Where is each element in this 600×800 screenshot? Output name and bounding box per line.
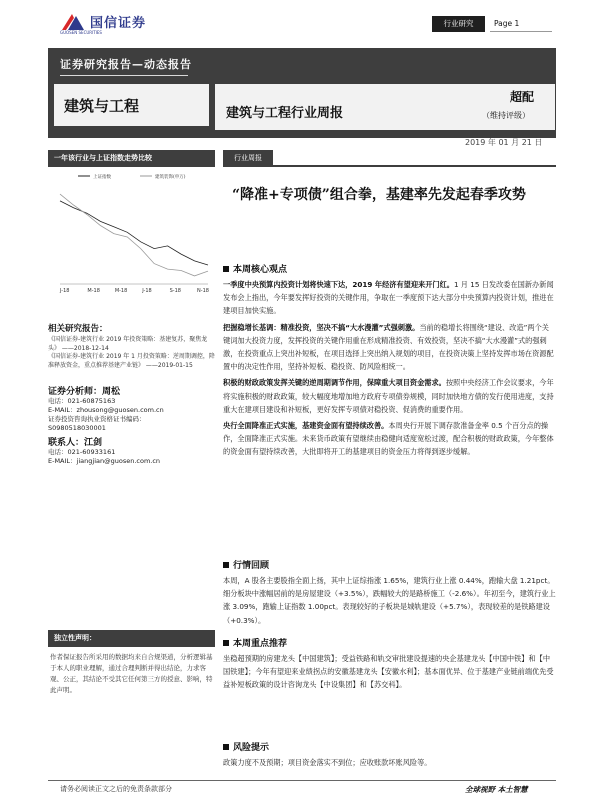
footer-slogan: 全球视野 本土智慧 xyxy=(465,785,528,794)
square-bullet-icon xyxy=(223,744,229,750)
paragraph-body: 按照中央经济工作会议要求，今年将实施积极的财政政策，较大幅度地增加地方政府专项债券规模，同时加快地方债的发行使用进度，支持重大在建项目建设和补短板，更好发挥专项债对稳投资、促消费的重要作用。 xyxy=(223,378,554,414)
analyst-1-line: E-MAIL：zhousong@guosen.com.cn xyxy=(48,406,164,414)
disclaimer-heading: 独立性声明： xyxy=(48,630,215,647)
section-title: 风险提示 xyxy=(233,743,270,753)
section-recommendations xyxy=(223,636,556,695)
banner-divider xyxy=(60,75,188,76)
analyst-2-line: 电话：021-60933161 xyxy=(48,448,116,456)
square-bullet-icon xyxy=(223,640,229,646)
section-title: 本周核心观点 xyxy=(233,265,288,275)
logo-mark-icon xyxy=(60,10,86,32)
logo xyxy=(60,10,146,32)
analyst-block xyxy=(48,382,216,466)
paragraph-body: 政策力度不及预期；项目资金落实不到位；应收账款坏账风险等。 xyxy=(223,758,432,767)
paragraph-lead: 积极的财政政策发挥关键的逆周期调节作用，保障重大项目资金需求。 xyxy=(223,378,446,388)
analyst-1-header xyxy=(48,384,216,397)
section-title: 行情回顾 xyxy=(233,561,270,571)
section-risks xyxy=(223,740,556,772)
paragraph-body: 本周央行开展下调存款准备金率 0.5 个百分点的操作，全面降准正式实施。未来货币政策有望继续由稳健向适度宽松过渡，配合积极的财政政策，今年整体的资金面有望持续改善，大批即将开工的基建项目的资金压力将得到逐步缓解。 xyxy=(223,421,554,457)
legend-label: 上证指数 xyxy=(93,175,111,180)
square-bullet-icon xyxy=(223,562,229,568)
square-bullet-icon xyxy=(223,266,229,272)
paragraph-lead: 一季度中央预算内投资计划将快速下达，2019 年经济有望迎来开门红。 xyxy=(223,280,454,289)
report-date: 2019 年 01 月 21 日 xyxy=(465,138,543,147)
paragraph xyxy=(223,419,556,459)
weekly-tag: 行业周报 xyxy=(223,150,273,167)
paragraph-body: 本周，A 股各主要股指全面上扬，其中上证综指涨 1.65%，建筑行业上涨 0.44%，跑输大盘 1.21pct。细分板块中涨幅居前的是房屋建设（+3.5%），跌幅较大的是路桥施工（-2.6%）。年初至今，建筑行业上涨 3.09%，跑输上证指数 1.00pct。表现较好的子板块是城轨建设（+5.7%），表现较差的是铁路建设（+0.3%）。 xyxy=(223,576,556,625)
analyst-2-role: 联系人： xyxy=(48,438,85,448)
disclaimer-text: 作者保证报告所采用的数据均来自合规渠道，分析逻辑基于本人的职业理解，通过合理判断并得出结论，力求客观、公正，其结论不受其它任何第三方的授意、影响，特此声明。 xyxy=(50,653,213,694)
analyst-1-line: S0980518030001 xyxy=(48,424,106,432)
x-tick-label: N-18 xyxy=(197,288,209,294)
analyst-1-role: 证券分析师： xyxy=(48,387,103,397)
rating: 超配 xyxy=(510,90,535,104)
main-title: “降准+专项债”组合拳，基建率先发起春季攻势 xyxy=(232,187,526,203)
paragraph xyxy=(223,321,556,374)
x-tick-label: J-18 xyxy=(142,288,152,294)
x-tick-label: J-18 xyxy=(60,288,70,294)
section-market-review xyxy=(223,558,556,630)
series-line xyxy=(60,194,208,276)
analyst-2-line: E-MAIL：jiangjian@guosen.com.cn xyxy=(48,457,161,465)
footer-disclaimer: 请务必阅读正文之后的免责条款部分 xyxy=(60,785,172,793)
paragraph xyxy=(223,376,556,416)
report-type: 证券研究报告—动态报告 xyxy=(60,58,192,71)
paragraph-lead: 把握稳增长基调：精准投资，坚决不搞“大水漫灌”式强刺激。 xyxy=(223,322,420,332)
paragraph xyxy=(223,278,556,318)
x-tick-label: S-18 xyxy=(169,288,181,294)
x-tick-label: M-18 xyxy=(114,288,128,294)
analyst-2-name: 江剑 xyxy=(84,438,103,448)
section-heading xyxy=(223,740,556,753)
legend-label: 建筑装饰(申万) xyxy=(155,175,186,180)
right-heading-bar xyxy=(223,150,556,167)
chart-heading: 一年该行业与上证指数走势比较 xyxy=(48,150,215,167)
related-research xyxy=(48,322,216,370)
section-heading xyxy=(223,558,556,571)
rating-note: （维持评级） xyxy=(482,111,530,120)
section-heading xyxy=(223,636,556,649)
footer-divider xyxy=(48,780,556,781)
analyst-1-name: 周松 xyxy=(102,387,121,397)
x-tick-label: M-18 xyxy=(87,288,100,294)
brand-name: 国信证券 xyxy=(90,15,147,31)
related-heading: 相关研究报告： xyxy=(48,324,108,334)
brand-subtitle: GUOSEN SECURITIES xyxy=(60,30,102,35)
paragraph-body: 坐稳超预期的房建龙头【中国建筑】；受益铁路和轨交审批建设提速的央企基建龙头【中国中铁】和【中国铁建】；今年有望迎来业绩拐点的安徽基建龙头【安徽水利】；基本面优异、位于基建产业链前端优先受益补短板政策的设计咨询龙头【中设集团】和【苏交科】。 xyxy=(223,654,554,690)
paragraph-body: 1 月 15 日发改委在国新办新闻发布会上指出，今年要发挥好投资的关键作用，争取在一季度预下达大部分中央预算内投资计划，推进在建项目加快实施。 xyxy=(223,280,554,316)
section-core-views xyxy=(223,262,556,462)
analyst-1-line: 证券投资咨询执业资格证书编码： xyxy=(48,415,146,423)
series-line xyxy=(60,201,208,265)
trend-chart xyxy=(48,168,215,303)
page-number: Page 1 xyxy=(490,16,552,32)
paragraph-body: 当前的稳增长将围绕“建设、改造”两个关键词加大投资力度，发挥投资的关键作用重在形成精准投资、有效投资，坚决不搞“大水漫灌”式的强刺激，在投资重点上突出补短板，在项目选择上突出纳入规划的项目，在投资决策上坚持发挥市场在资源配置中的决定性作用，坚持补短板、稳投资、防风险相统一。 xyxy=(223,322,554,372)
sector-name: 建筑与工程 xyxy=(64,97,140,115)
section-title: 本周重点推荐 xyxy=(233,639,288,649)
industry-research-tag: 行业研究 xyxy=(432,16,485,32)
related-text: 《国信证券-建筑行业 2019 年投资策略：基建复苏，聚焦龙头》 ——2018-12-14 《国信证券-建筑行业 2019 年 1 月投资策略：逆周期调控，降准释放资金，重点推荐基建产业链》 ——2019-01-15 xyxy=(48,336,215,369)
report-name: 建筑与工程行业周报 xyxy=(226,106,344,121)
paragraph-lead: 央行全面降准正式实施，基建资金面有望持续改善。 xyxy=(223,421,389,431)
section-heading xyxy=(223,262,556,275)
analyst-2-header xyxy=(48,435,216,448)
analyst-1-line: 电话：021-60875163 xyxy=(48,397,116,405)
